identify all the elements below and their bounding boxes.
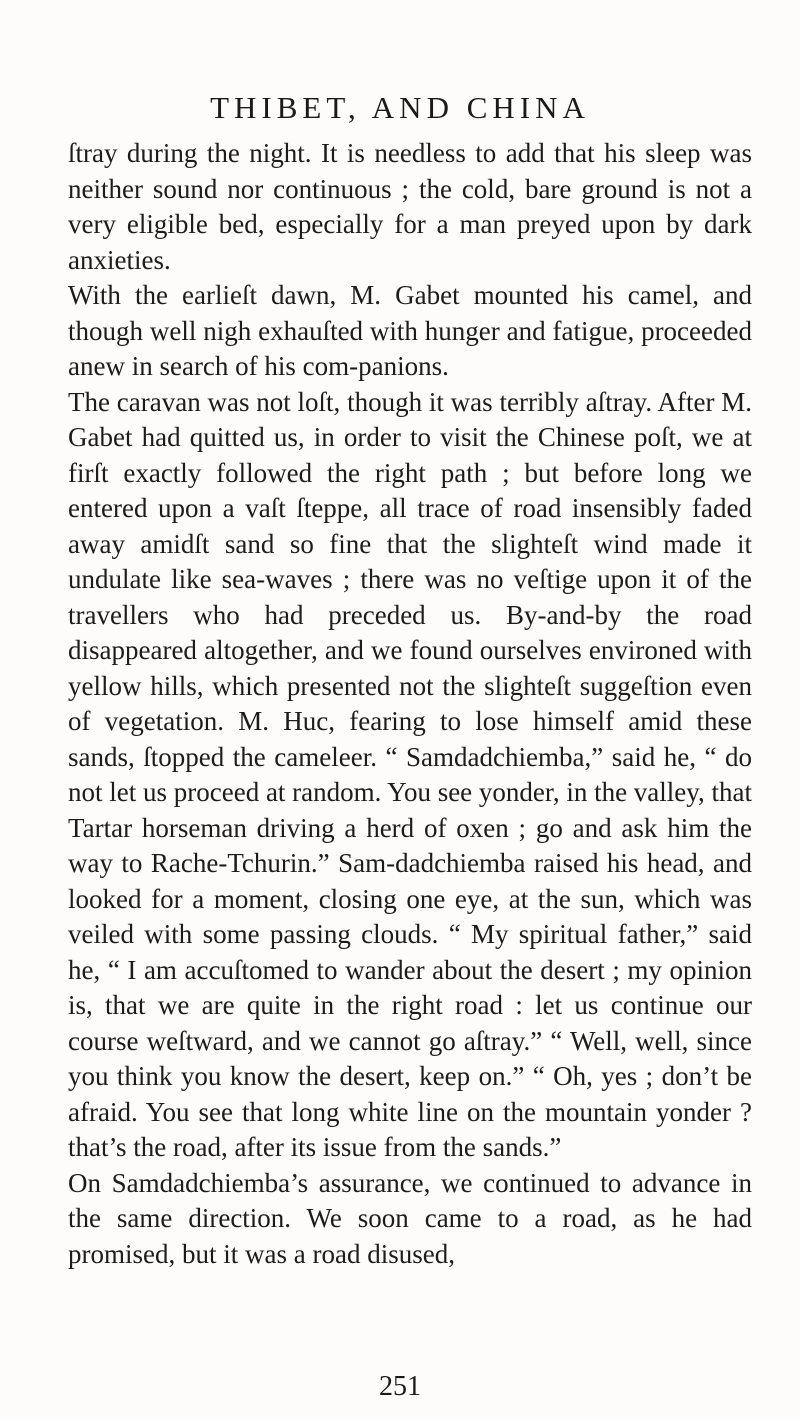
- paragraph-4: On Samdadchiemba’s assurance, we continued to advance in the same direction. We soon came to a road, as he had promised, but it was a road disused,: [68, 1167, 752, 1269]
- running-head: THIBET, AND CHINA: [210, 90, 590, 125]
- body-text: [68, 136, 752, 1272]
- paragraph-1: ſtray during the night. It is needless to add that his sleep was neither sound nor continuous ; the cold, bare ground is not a very eligible bed, especially for a man preyed upon by dark anxieties.: [68, 138, 752, 275]
- paragraph-3: The caravan was not loſt, though it was terribly aſtray. After M. Gabet had quitted us, in order to visit the Chinese poſt, we at firſt exactly followed the right path ; but before long we entered upon a vaſt ſteppe, all trace of road insensibly faded away amidſt sand so fine that the slighteſt wind made it undulate like sea-waves ; there was no veſtige upon it of the travellers who had preceded us. By-and-by the road disappeared altogether, and we found ourselves environed with yellow hills, which presented not the slighteſt suggeſtion even of vegetation. M. Huc, fearing to lose himself amid these sands, ſtopped the cameleer. “ Samdadchiemba,” said he, “ do not let us proceed at random. You see yonder, in the valley, that Tartar horseman driving a herd of oxen ; go and ask him the way to Rache-Tchurin.” Sam-dadchiemba raised his head, and looked for a moment, closing one eye, at the sun, which was veiled with some passing clouds. “ My spiritual father,” said he, “ I am accuſtomed to wander about the desert ; my opinion is, that we are quite in the right road : let us continue our course weſtward, and we cannot go aſtray.” “ Well, well, since you think you know the desert, keep on.” “ Oh, yes ; don’t be afraid. You see that long white line on the mountain yonder ? that’s the road, after its issue from the sands.”: [68, 386, 753, 1162]
- page-number: 251: [379, 1371, 421, 1402]
- paragraph-2: With the earlieſt dawn, M. Gabet mounted his camel, and though well nigh exhauſted with hunger and fatigue, proceeded anew in search of his com-panions.: [68, 280, 752, 381]
